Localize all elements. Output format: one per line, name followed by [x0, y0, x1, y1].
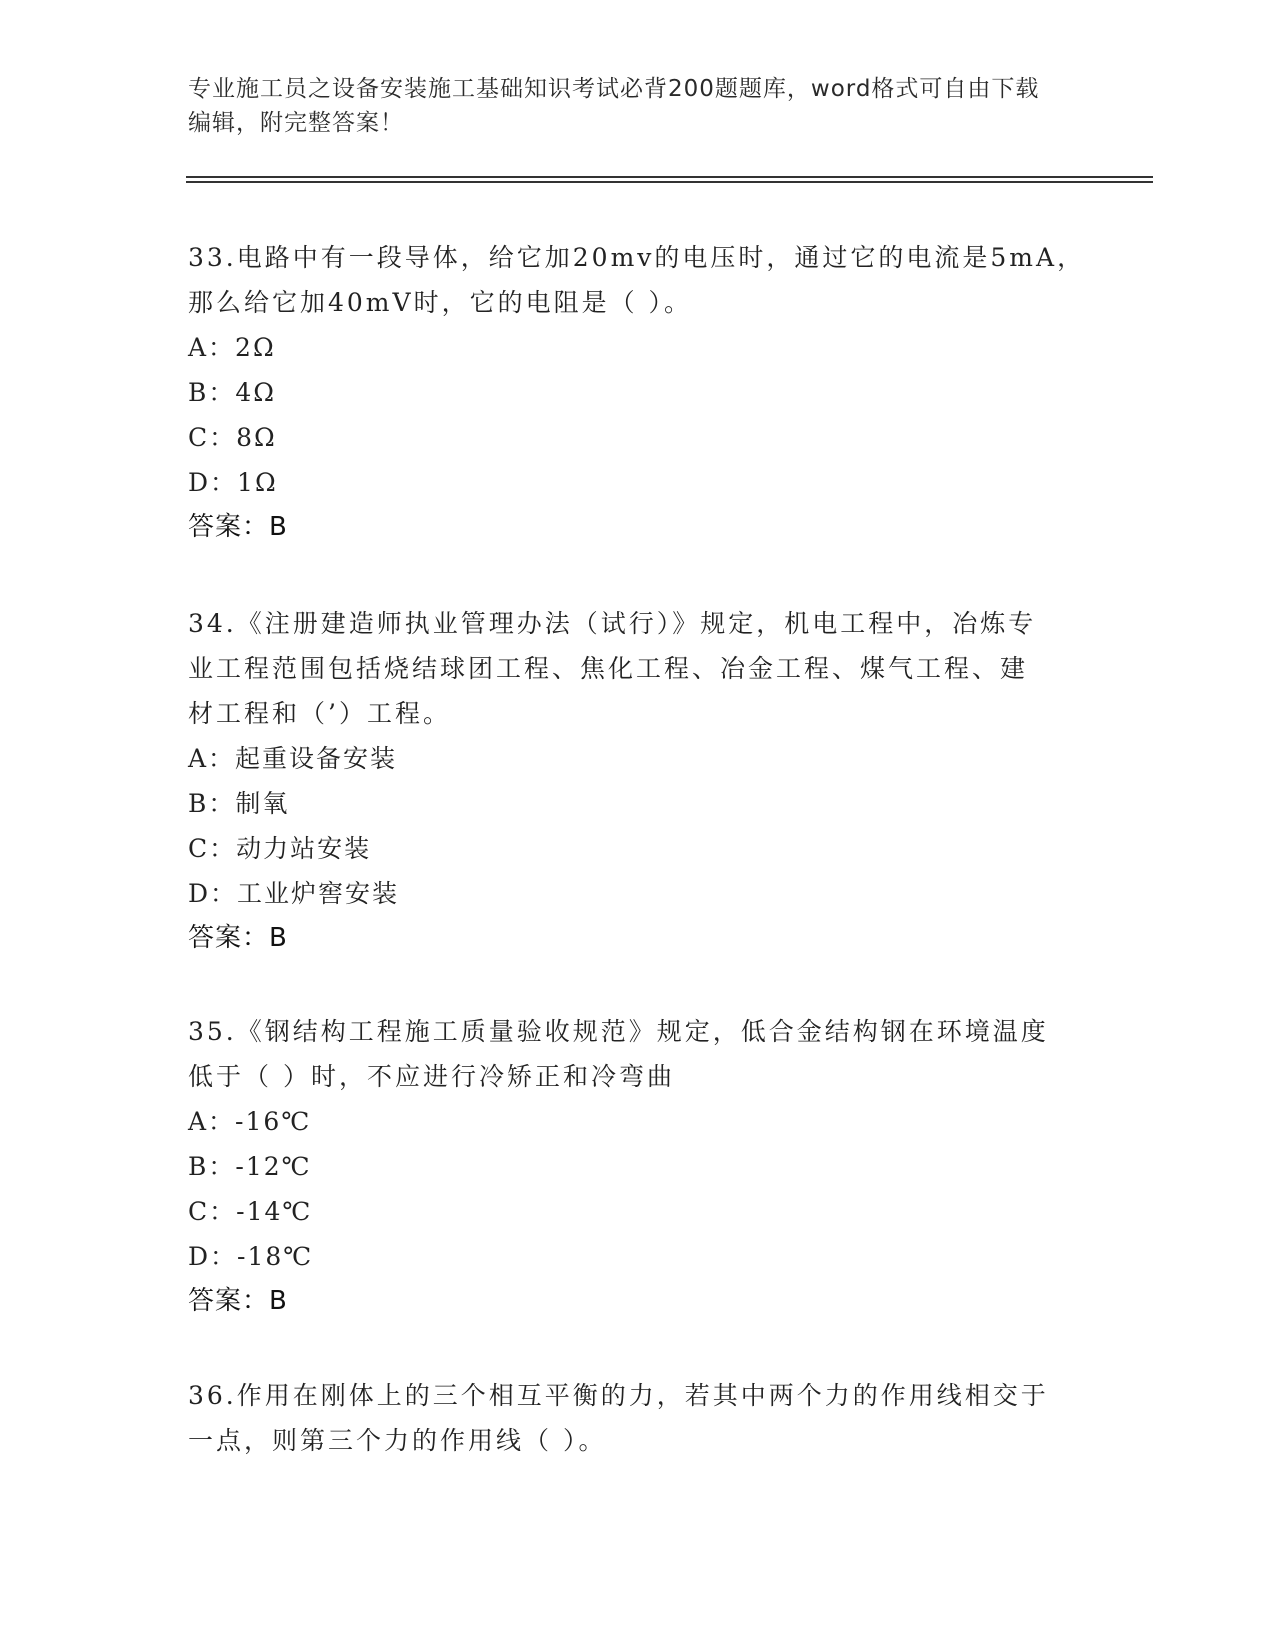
question-stem-line: 那么给它加40mV时，它的电阻是（ ）。	[188, 288, 693, 317]
option-d: D：1Ω	[188, 468, 278, 497]
question-35	[188, 1009, 1088, 1324]
answer-label: 答案：B	[188, 1286, 288, 1316]
option-d: D：-18℃	[188, 1242, 314, 1271]
header-title-line-2: 编辑，附完整答案！	[188, 110, 404, 136]
question-36	[188, 1373, 1088, 1463]
option-b: B：4Ω	[188, 378, 277, 407]
header-title-line-1: 专业施工员之设备安装施工基础知识考试必背200题题库，word格式可自由下载	[188, 76, 1040, 102]
question-stem-line: 33.电路中有一段导体，给它加20mv的电压时，通过它的电流是5mA，	[188, 243, 1086, 272]
option-d: D：工业炉窖安装	[188, 879, 400, 908]
option-b: B：-12℃	[188, 1152, 312, 1181]
question-stem-line: 业工程范围包括烧结球团工程、焦化工程、冶金工程、煤气工程、建	[188, 654, 1029, 683]
option-a: A：2Ω	[188, 333, 276, 362]
option-c: C：8Ω	[188, 423, 277, 452]
header-divider-top	[186, 176, 1153, 178]
question-stem-line: 34.《注册建造师执业管理办法（试行）》规定，机电工程中，冶炼专	[188, 609, 1037, 638]
question-stem-line: 一点，则第三个力的作用线（ ）。	[188, 1426, 607, 1455]
question-stem-line: 材工程和（’）工程。	[188, 699, 451, 728]
question-33	[188, 235, 1088, 550]
question-stem-line: 低于（ ）时，不应进行冷矫正和冷弯曲	[188, 1062, 675, 1091]
question-stem-line: 36.作用在刚体上的三个相互平衡的力，若其中两个力的作用线相交于	[188, 1381, 1049, 1410]
option-c: C：-14℃	[188, 1197, 313, 1226]
question-stem-line: 35.《钢结构工程施工质量验收规范》规定，低合金结构钢在环境温度	[188, 1017, 1049, 1046]
answer-label: 答案：B	[188, 512, 288, 542]
option-a: A：-16℃	[188, 1107, 312, 1136]
option-a: A：起重设备安装	[188, 744, 398, 773]
answer-label: 答案：B	[188, 923, 288, 953]
question-34	[188, 601, 1088, 961]
option-c: C：动力站安装	[188, 834, 372, 863]
option-b: B：制氧	[188, 789, 290, 818]
document-header	[188, 72, 1088, 140]
header-divider-bottom	[186, 181, 1153, 183]
